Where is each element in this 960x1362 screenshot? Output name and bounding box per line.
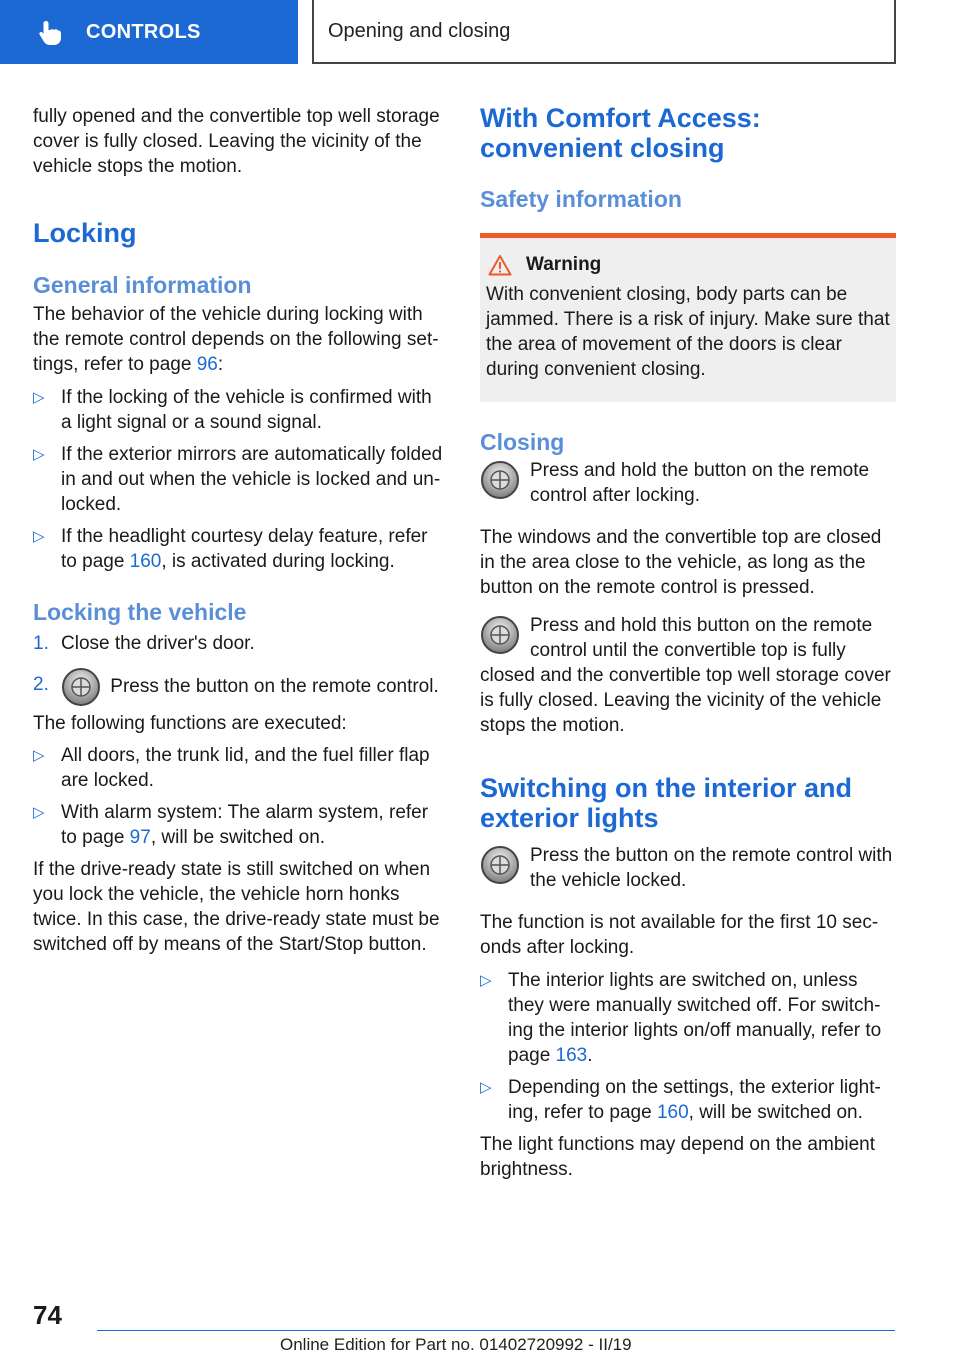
closing-paragraph: The windows and the convertible top are closed in the area close to the vehicle, as long as the button on the remote control is pressed. <box>480 527 882 598</box>
remote-lock-button-icon <box>480 845 520 885</box>
hand-pointer-icon <box>36 18 64 46</box>
triangle-bullet-icon: ▷ <box>33 389 45 406</box>
ambient-brightness-paragraph: The light functions may depend on the ambient brightness. <box>480 1134 876 1180</box>
step-item: 2. Press the button on the remote control. <box>33 667 447 707</box>
locking-steps <box>33 631 447 707</box>
list-item: ▷ If the exterior mirrors are automatically folded in and out when the vehicle is locked and un-locked. <box>33 444 443 515</box>
locking-settings-list <box>33 385 447 574</box>
page-link-97[interactable]: 97 <box>129 827 151 848</box>
list-item: ▷ The interior lights are switched on, unless they were manually switched off. For switch-ing the interior lights on/off manually, refer to page 163. <box>480 970 882 1066</box>
triangle-bullet-icon: ▷ <box>33 804 45 821</box>
footer-divider <box>97 1330 895 1331</box>
triangle-bullet-icon: ▷ <box>480 972 492 989</box>
list-item: ▷ If the headlight courtesy delay feature, refer to page 160, is activated during locking. <box>33 526 428 572</box>
heading-locking-the-vehicle: Locking the vehicle <box>33 599 247 625</box>
drive-ready-paragraph: If the drive-ready state is still switched on when you lock the vehicle, the vehicle horn honks twice. In this case, the drive-ready state must be switched off by means of the Start/Stop button. <box>33 859 440 955</box>
lights-paragraph: The function is not available for the first 10 sec-onds after locking. <box>480 912 879 958</box>
list-item: ▷ If the locking of the vehicle is confirmed with a light signal or a sound signal. <box>33 387 432 433</box>
page-link-160[interactable]: 160 <box>656 1102 689 1123</box>
page-link-163[interactable]: 163 <box>555 1045 588 1066</box>
lights-list <box>480 968 896 1125</box>
closing-fob-instruction-2: Press and hold this button on the remote control until the convertible top is fully closed and the convertible top well storage cover is fully closed. Leaving the vicinity of the vehicle stops the motion. <box>480 615 891 736</box>
heading-interior-exterior-lights: Switching on the interior and exterior lights <box>480 773 853 833</box>
step-item: 1. Close the driver's door. <box>33 633 255 654</box>
functions-intro: The following functions are executed: <box>33 713 347 734</box>
right-column <box>480 100 896 1182</box>
page-link-160[interactable]: 160 <box>129 551 162 572</box>
list-item: ▷ With alarm system: The alarm system, refer to page 97, will be switched on. <box>33 802 429 848</box>
page-number: 74 <box>33 1300 62 1330</box>
triangle-bullet-icon: ▷ <box>480 1079 492 1096</box>
executed-functions-list <box>33 743 447 850</box>
general-information-text: The behavior of the vehicle during locking with the remote control depends on the following set-tings, refer to page 96: <box>33 304 439 375</box>
warning-title: Warning <box>486 254 890 276</box>
heading-locking: Locking <box>33 218 137 248</box>
heading-safety-information: Safety information <box>480 186 682 212</box>
warning-text: With convenient closing, body parts can be jammed. There is a risk of injury. Make sure that the area of movement of the doors is clear during convenient closing. <box>486 284 890 380</box>
chapter-title: Opening and closing <box>312 0 896 64</box>
warning-triangle-icon <box>488 254 512 276</box>
remote-lock-button-icon <box>480 615 520 655</box>
triangle-bullet-icon: ▷ <box>33 747 45 764</box>
page-link-96[interactable]: 96 <box>196 354 218 375</box>
remote-lock-button-icon <box>61 667 101 707</box>
closing-fob-instruction: Press and hold the button on the remote control after locking. <box>480 458 896 508</box>
section-tab-controls[interactable] <box>0 0 298 64</box>
left-column <box>33 100 447 957</box>
triangle-bullet-icon: ▷ <box>33 446 45 463</box>
triangle-bullet-icon: ▷ <box>33 528 45 545</box>
warning-box <box>480 233 896 402</box>
heading-closing: Closing <box>480 429 565 455</box>
list-item: ▷ All doors, the trunk lid, and the fuel filler flap are locked. <box>33 745 430 791</box>
edition-info: Online Edition for Part no. 01402720992 - II/19 <box>280 1335 632 1354</box>
section-tab-label: CONTROLS <box>86 20 201 43</box>
remote-lock-button-icon <box>480 460 520 500</box>
list-item: ▷ Depending on the settings, the exterior light-ing, refer to page 160, will be switched on. <box>480 1077 881 1123</box>
lights-fob-instruction: Press the button on the remote control with the vehicle locked. <box>480 843 896 893</box>
intro-paragraph: fully opened and the convertible top well storage cover is fully closed. Leaving the vicinity of the vehicle stops the motion. <box>33 106 440 177</box>
heading-general-information: General information <box>33 272 252 298</box>
heading-comfort-access: With Comfort Access: convenient closing <box>480 103 761 163</box>
